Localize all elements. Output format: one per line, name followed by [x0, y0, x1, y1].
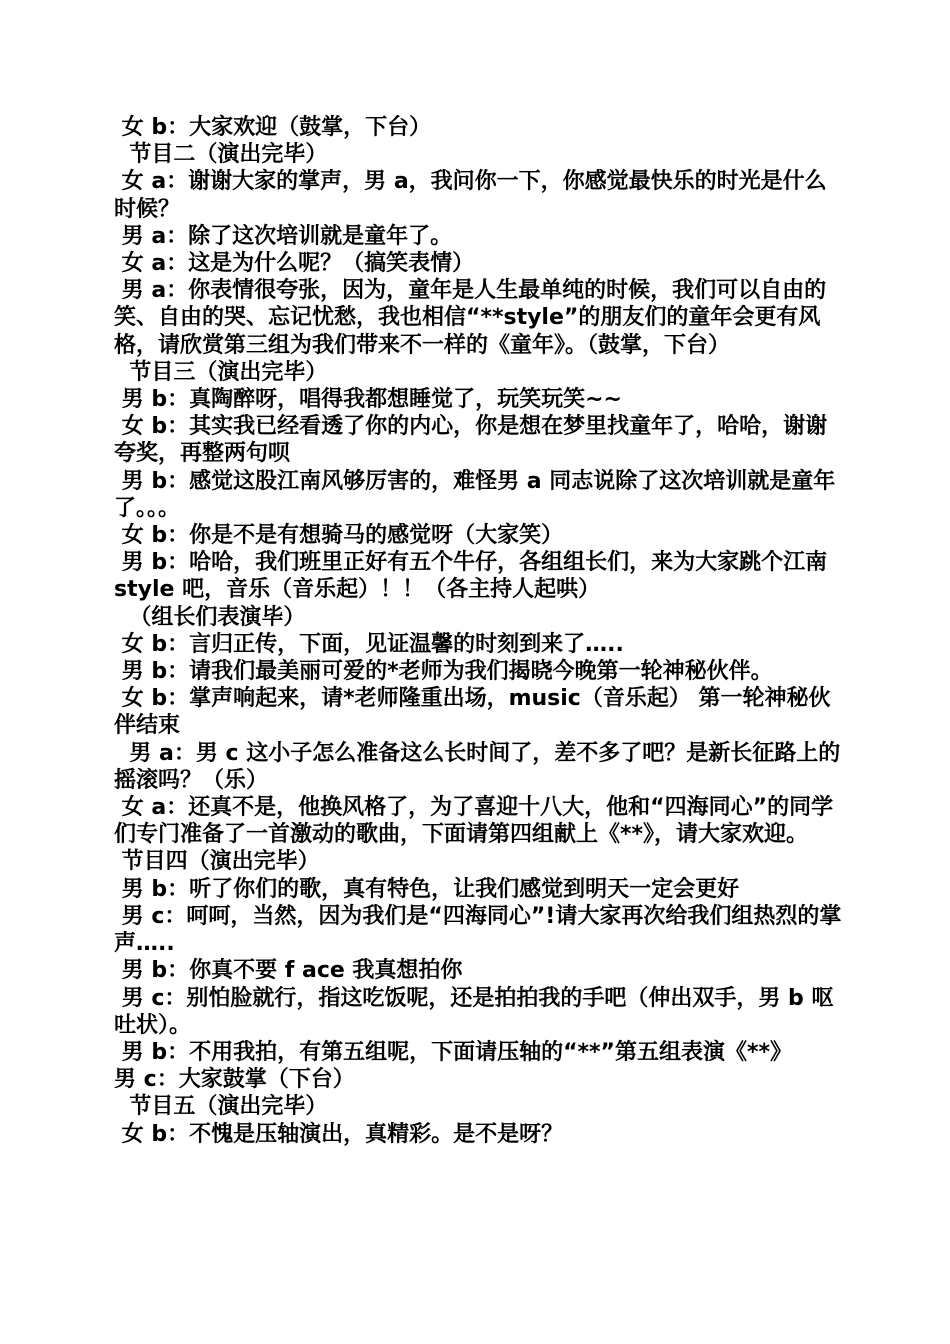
script-line: 男 b：请我们最美丽可爱的*老师为我们揭晓今晚第一轮神秘伙伴。 [114, 659, 773, 685]
script-line: 女 b：其实我已经看透了你的内心，你是想在梦里找童年了，哈哈，谢谢夸奖，再整两句呗 [114, 414, 828, 467]
script-page [114, 114, 844, 1148]
script-line: 男 c：大家鼓掌（下台） [114, 1067, 355, 1093]
section-heading: 节目五（演出完毕） [114, 1094, 328, 1120]
script-line: 女 b：大家欢迎（鼓掌，下台） [114, 115, 432, 140]
stage-direction: （组长们表演毕） [114, 604, 306, 630]
script-line: 女 b：掌声响起来，请*老师隆重出场，music（音乐起） 第一轮神秘伙伴结束 [114, 686, 831, 739]
section-heading: 节目四（演出完毕） [114, 849, 320, 875]
script-line: 女 a：谢谢大家的掌声，男 a，我问你一下，你感觉最快乐的时光是什么时候？ [114, 169, 827, 222]
script-line: 男 b：不用我拍，有第五组呢，下面请压轴的“**”第五组表演《**》 [114, 1039, 793, 1065]
section-heading: 节目三（演出完毕） [114, 359, 328, 385]
script-line: 男 b：感觉这股江南风够厉害的，难怪男 a 同志说除了这次培训就是童年了。。。 [114, 468, 836, 521]
script-line: 女 b：你是不是有想骑马的感觉呀（大家笑） [114, 523, 564, 549]
script-line: 男 c：别怕脸就行，指这吃饭呢，还是拍拍我的手吧（伸出双手，男 b 呕吐状）。 [114, 985, 834, 1038]
script-line: 男 b：哈哈，我们班里正好有五个牛仔，各组组长们，来为大家跳个江南 style 吧，音乐（音乐起）！！（各主持人起哄） [114, 550, 835, 603]
section-heading: 节目二（演出完毕） [114, 142, 328, 168]
script-line: 女 b：不愧是压轴演出，真精彩。是不是呀？ [114, 1121, 564, 1147]
script-line: 女 a：还真不是，他换风格了，为了喜迎十八大，他和“四海同心”的同学们专门准备了一首激动的歌曲，下面请第四组献上《**》，请大家欢迎。 [114, 795, 834, 848]
script-line: 男 a：你表情很夸张，因为，童年是人生最单纯的时候，我们可以自由的笑、自由的哭、忘记忧愁，我也相信“**style”的朋友们的童年会更有风格，请欣赏第三组为我们带来不一样的《童年》。（鼓掌，下台） [114, 278, 827, 358]
script-line: 男 a：除了这次培训就是童年了。 [114, 223, 453, 249]
script-line: 男 b：真陶醉呀，唱得我都想睡觉了，玩笑玩笑~~ [114, 387, 622, 413]
script-line: 男 b：听了你们的歌，真有特色，让我们感觉到明天一定会更好 [114, 876, 740, 902]
script-line: 女 b：言归正传，下面，见证温馨的时刻到来了….. [114, 631, 624, 657]
script-line: 男 a：男 c 这小子怎么准备这么长时间了，差不多了吧？是新长征路上的摇滚吗？（乐） [114, 740, 841, 793]
script-line: 男 b：你真不要 f ace 我真想拍你 [114, 958, 463, 984]
script-line: 女 a：这是为什么呢？（搞笑表情） [114, 251, 475, 277]
script-line: 男 c：呵呵，当然，因为我们是“四海同心”!请大家再次给我们组热烈的掌声….. [114, 903, 842, 957]
